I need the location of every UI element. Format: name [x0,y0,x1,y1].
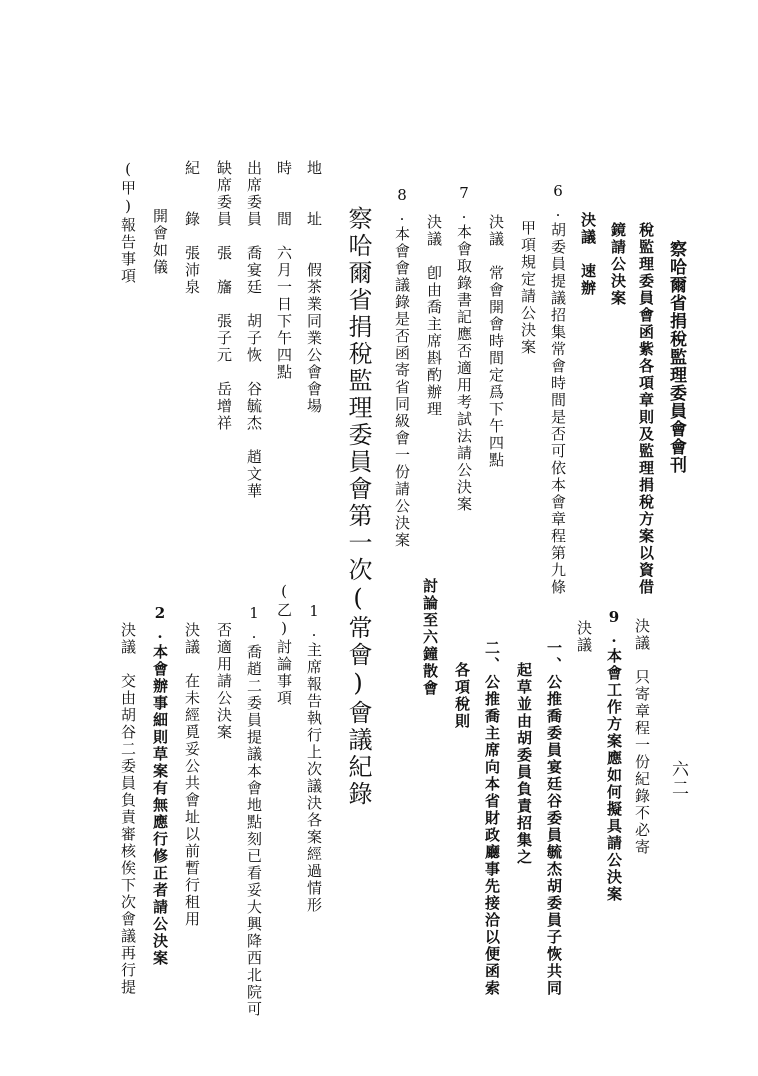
text-column: 決議 交由胡谷二委員負責審核俟下次會議再行提 [119,622,137,996]
text-column: 紀 錄 張沛泉 [183,160,201,296]
text-column: 2.本會辦事細則草案有無應行修正者請公決案 [151,604,169,967]
text-column: 各項稅則 [453,662,471,730]
text-column: 討論至六鐘散會 [421,578,439,697]
text-column: 開會如儀 [151,208,169,276]
text-column: 決議 卽由喬主席斟酌辦理 [425,214,443,418]
text-column: 二、公推喬主席向本省財政廳事先接洽以便函索 [483,640,501,997]
text-column: 1.喬趙二委員提議本會地點刻已看妥大興降西北院可 [245,604,263,1018]
text-column: (甲)報告事項 [119,160,137,285]
text-column: 否適用請公決案 [215,622,233,741]
text-column: 時 間 六月一日下午四點 [275,160,293,381]
text-column: 8.本會會議錄是否函寄省同級會一份請公決案 [393,186,411,549]
text-column: 6.胡委員提議招集常會時間是否可依本會章程第九條 [549,182,567,596]
journal-title: 察哈爾省捐稅監理委員會會刊 [666,240,686,474]
text-column: 一、公推喬委員宴廷谷委員毓杰胡委員子恢共同 [545,640,563,997]
document-title: 察哈爾省捐稅監理委員會第一次(常會)會議紀錄 [344,206,372,808]
text-column: 出席委員 喬宴廷 胡子恢 谷毓杰 趙文華 [245,160,263,500]
text-column: 1.主席報告執行上次議決各案經過情形 [305,602,323,914]
text-column: 稅監理委員會函紫各項章則及監理捐稅方案以資借 [637,222,655,596]
text-column: 決議 常會開會時間定爲下午四點 [487,214,505,469]
text-column: 9.本會工作方案應如何擬具請公決案 [605,608,623,903]
text-column: 起草並由胡委員負責招集之 [515,662,533,866]
text-column: 決議 只寄章程一份紀錄不必寄 [633,618,651,856]
text-column: 缺席委員 張 旛 張子元 岳增祥 [215,160,233,432]
text-column: 鏡請公決案 [609,222,627,307]
text-column: 7.本會取錄書記應否適用考試法請公決案 [455,184,473,513]
text-column: 決議 [575,620,593,654]
text-column: 決議 速辦 [579,212,597,297]
text-column: 地 址 假茶業同業公會會場 [305,160,323,415]
text-column: (乙)討論事項 [275,582,293,707]
text-column: 甲項規定請公決案 [519,220,537,356]
page-number: 六二 [668,760,688,798]
text-column: 決議 在未經覓妥公共會址以前暫行租用 [183,622,201,928]
